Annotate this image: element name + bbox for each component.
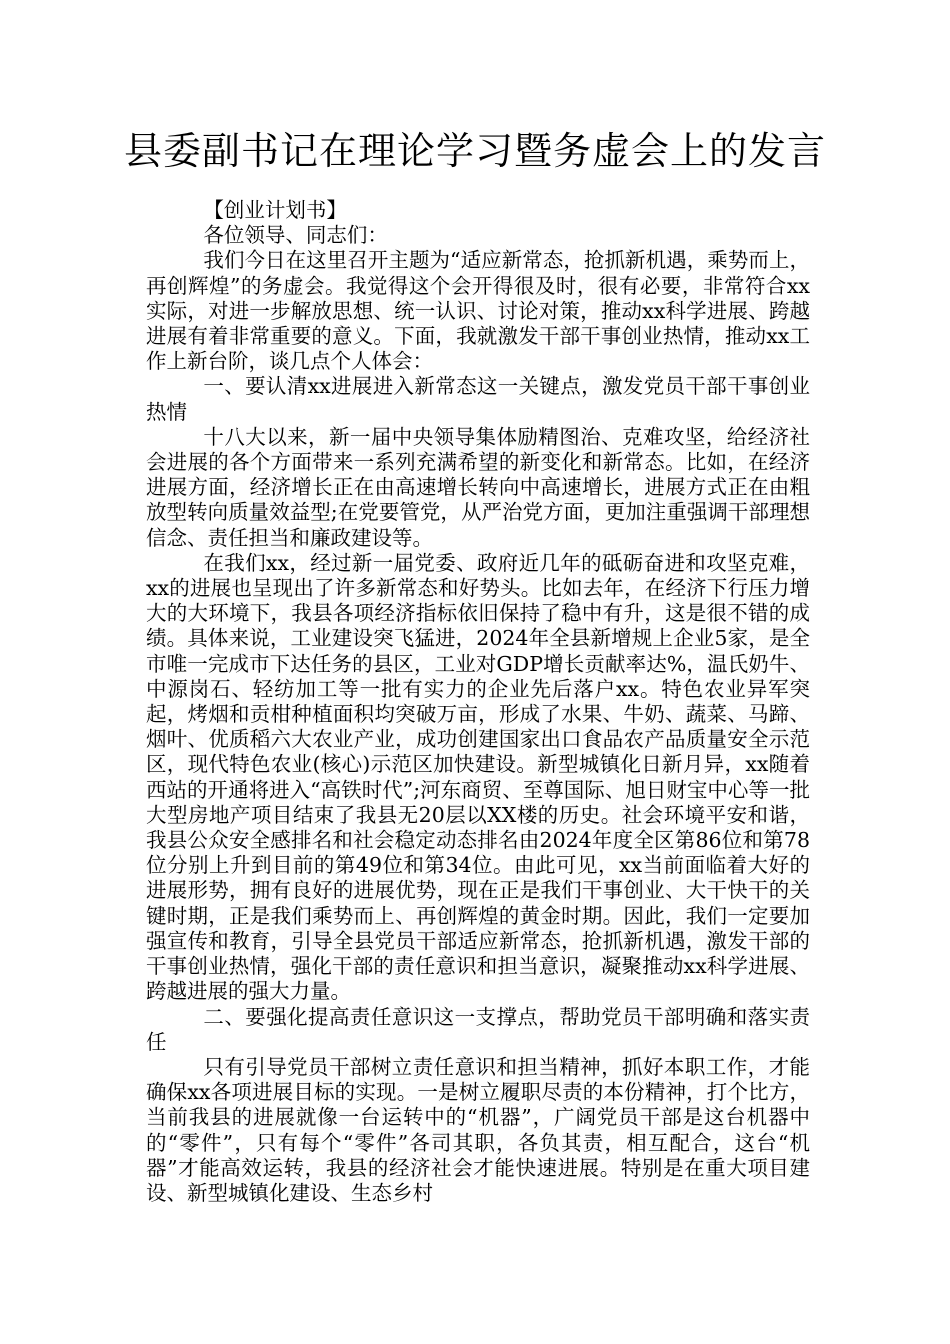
section-heading-1: 一、要认清xx进展进入新常态这一关键点，激发党员干部干事创业热情 (146, 374, 810, 424)
document-body (146, 198, 810, 1206)
paragraph-section-1a: 十八大以来，新一届中央领导集体励精图治、克难攻坚，给经济社会进展的各个方面带来一系列充满希望的新变化和新常态。比如，在经济进展方面，经济增长正在由高速增长转向中高速增长，进展方式正在由粗放型转向质量效益型;在党要管党，从严治党方面，更加注重强调干部理想信念、责任担当和廉政建设等。 (146, 424, 810, 550)
paragraph-section-1b: 在我们xx，经过新一届党委、政府近几年的砥砺奋进和攻坚克难，xx的进展也呈现出了许多新常态和好势头。比如去年，在经济下行压力增大的大环境下，我县各项经济指标依旧保持了稳中有升，这是很不错的成绩。具体来说，工业建设突飞猛进，2024年全县新增规上企业5家，是全市唯一完成市下达任务的县区，工业对GDP增长贡献率达%，温氏奶牛、中源岗石、轻纺加工等一批有实力的企业先后落户xx。特色农业异军突起，烤烟和贡柑种植面积均突破万亩，形成了水果、牛奶、蔬菜、马蹄、烟叶、优质稻六大农业产业，成功创建国家出口食品农产品质量安全示范区，现代特色农业(核心)示范区加快建设。新型城镇化日新月异，xx随着西站的开通将进入“高铁时代”;河东商贸、至尊国际、旭日财宝中心等一批大型房地产项目结束了我县无20层以XX楼的历史。社会环境平安和谐，我县公众安全感排名和社会稳定动态排名由2024年度全区第86位和第78位分别上升到目前的第49位和第34位。由此可见，xx当前面临着大好的进展形势，拥有良好的进展优势，现在正是我们干事创业、大干快干的关键时期，正是我们乘势而上、再创辉煌的黄金时期。因此，我们一定要加强宣传和教育，引导全县党员干部适应新常态，抢抓新机遇，激发干部的干事创业热情，强化干部的责任意识和担当意识，凝聚推动xx科学进展、跨越进展的强大力量。 (146, 550, 810, 1004)
paragraph-intro: 我们今日在这里召开主题为“适应新常态，抢抓新机遇，乘势而上，再创辉煌”的务虚会。我觉得这个会开得很及时，很有必要，非常符合xx实际，对进一步解放思想、统一认识、讨论对策，推动xx科学进展、跨越进展有着非常重要的意义。下面，我就激发干部干事创业热情，推动xx工作上新台阶，谈几点个人体会： (146, 248, 810, 374)
section-heading-2: 二、要强化提高责任意识这一支撑点，帮助党员干部明确和落实责任 (146, 1004, 810, 1054)
paragraph-section-2a: 只有引导党员干部树立责任意识和担当精神，抓好本职工作，才能确保xx各项进展目标的实现。一是树立履职尽责的本份精神，打个比方，当前我县的进展就像一台运转中的“机器”，广阔党员干部是这台机器中的“零件”，只有每个“零件”各司其职，各负其责，相互配合，这台“机器”才能高效运转，我县的经济社会才能快速进展。特别是在重大项目建设、新型城镇化建设、生态乡村 (146, 1054, 810, 1205)
paragraph-category: 【创业计划书】 (203, 198, 347, 222)
document-title: 县委副书记在理论学习暨务虚会上的发言 (123, 129, 826, 173)
paragraph-salutation: 各位领导、同志们： (203, 223, 388, 248)
